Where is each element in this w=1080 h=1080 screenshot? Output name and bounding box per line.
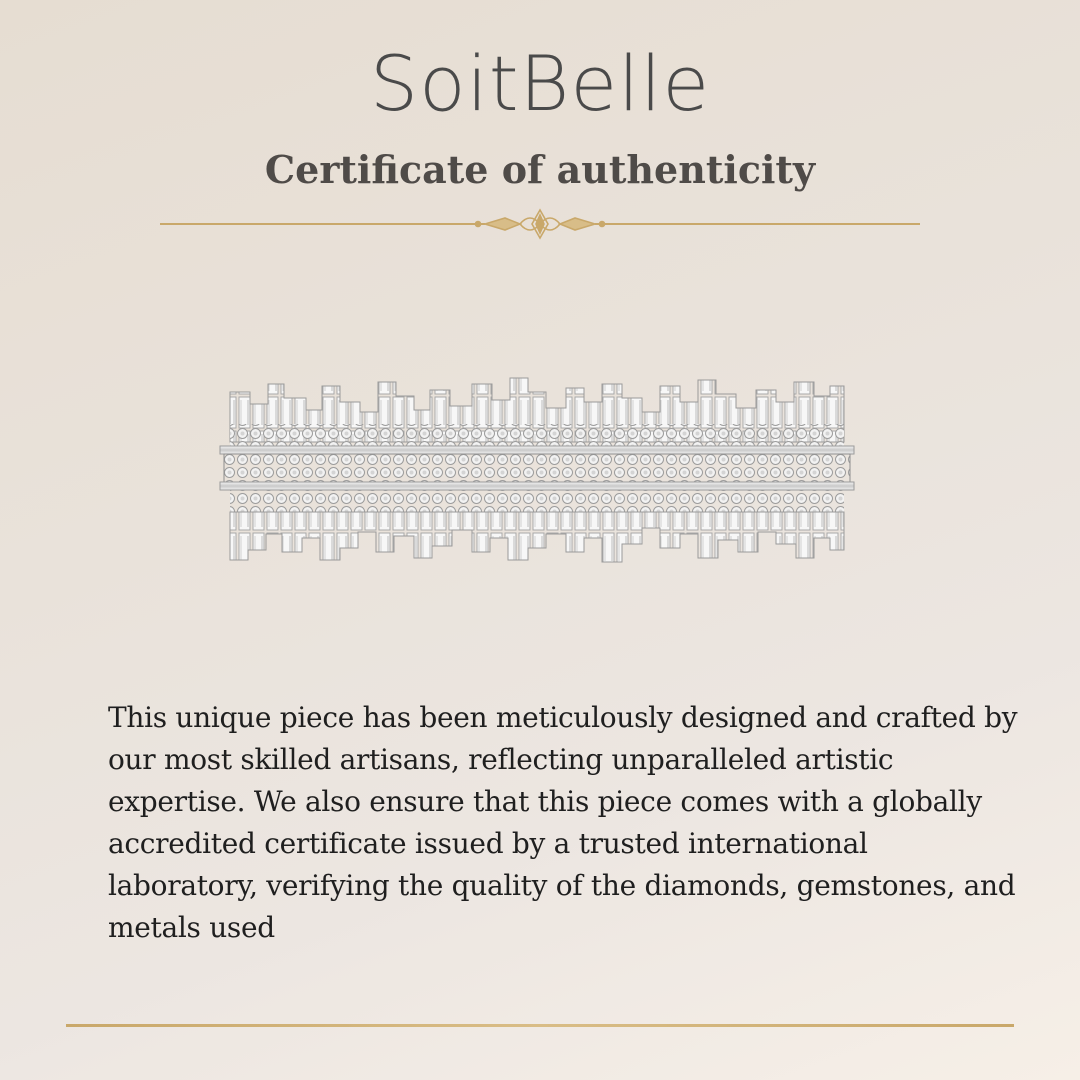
brand-logo: SoitBelle [369, 39, 711, 128]
page-title: Certificate of authenticity [264, 147, 816, 192]
ornament-divider [160, 204, 920, 244]
bottom-divider [66, 1024, 1014, 1027]
ring-image [210, 362, 860, 582]
description-text: This unique piece has been meticulously designed and crafted by our most skilled artisans, reflecting unparalleled artistic expertise. We also ensure that this piece comes with a globally accredited certificate issued by a trusted international laboratory, verifying the quality of the diamonds, gemstones, and metals used [108, 701, 1018, 944]
